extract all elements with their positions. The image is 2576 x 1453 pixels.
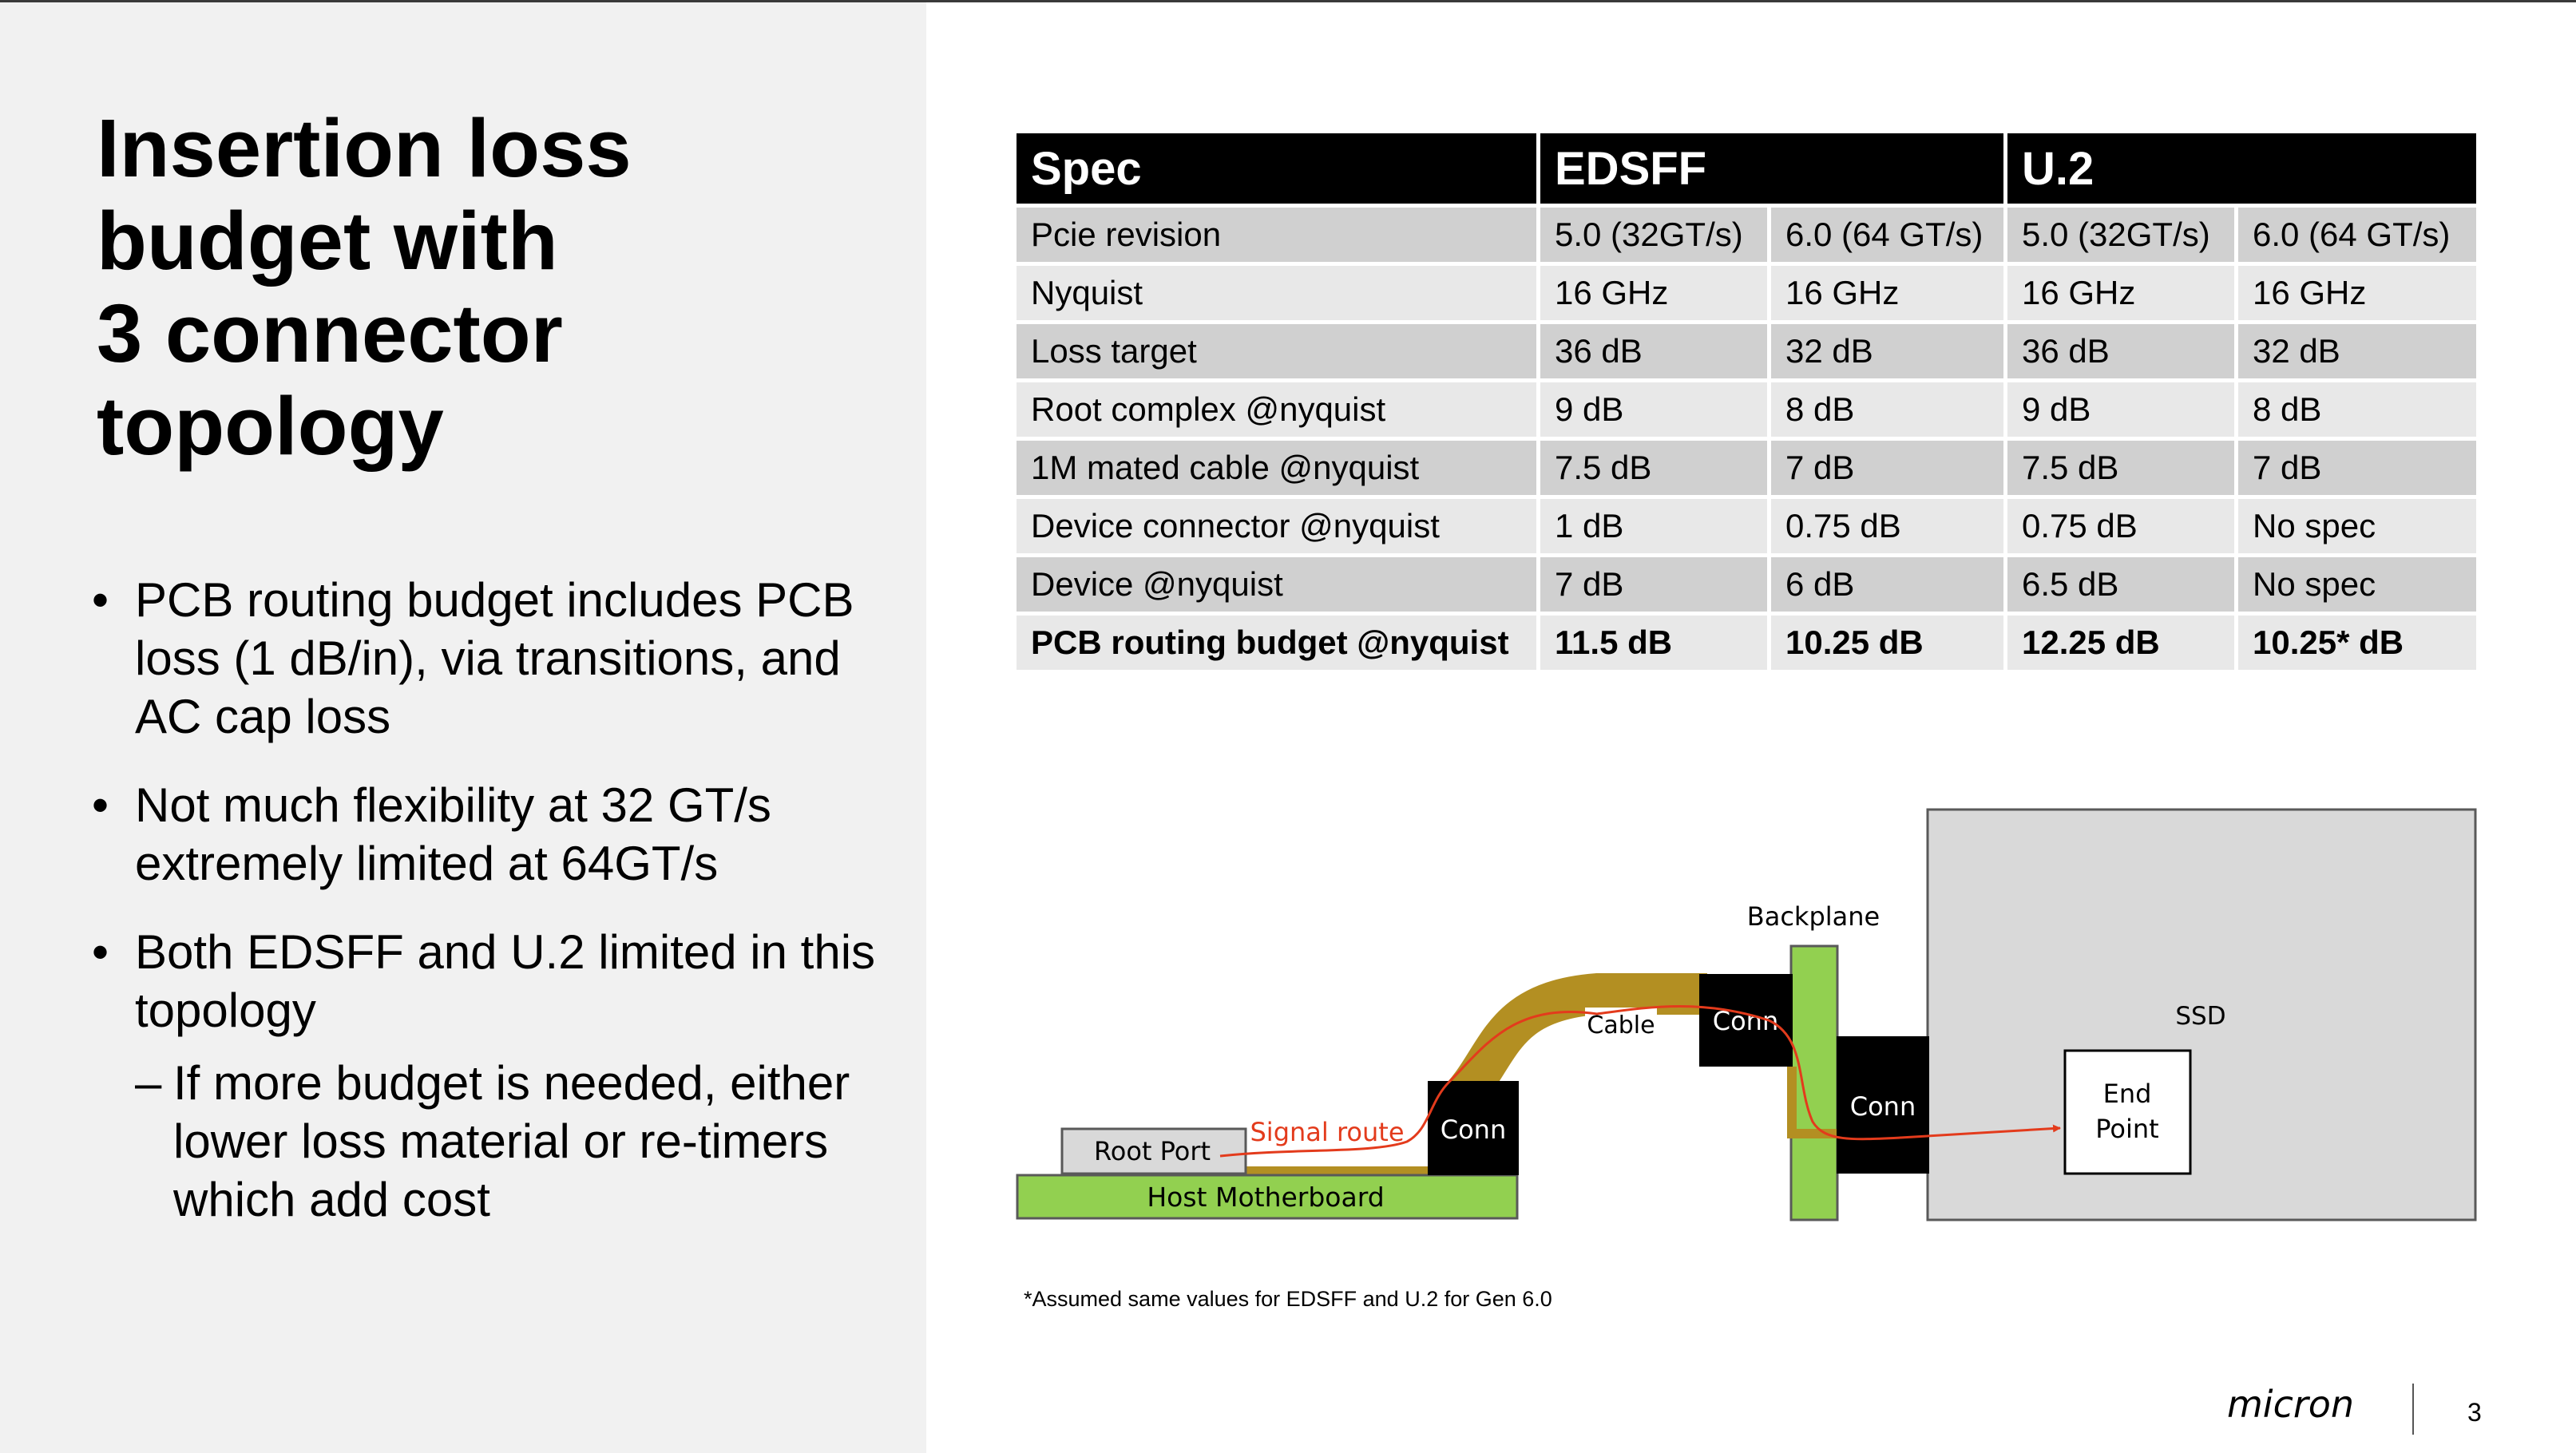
header-spec: Spec: [1017, 133, 1536, 204]
table-cell: 0.75 dB: [2007, 499, 2234, 553]
table-cell: Root complex @nyquist: [1017, 382, 1536, 437]
table-header-row: [1017, 133, 2476, 204]
table-cell: 8 dB: [2238, 382, 2476, 437]
table-cell: 10.25 dB: [1771, 616, 2003, 670]
table-cell: 16 GHz: [2007, 266, 2234, 320]
bullet-glyph: •: [92, 778, 109, 832]
table-cell: 36 dB: [2007, 324, 2234, 378]
table-cell: 10.25* dB: [2238, 616, 2476, 670]
table-cell: 5.0 (32GT/s): [2007, 208, 2234, 262]
table-row: [1017, 499, 2476, 553]
sub-bullet-item: [92, 1054, 906, 1229]
host-motherboard-label: Host Motherboard: [1147, 1182, 1385, 1213]
table-cell: 9 dB: [1540, 382, 1767, 437]
table-cell: 7 dB: [1771, 441, 2003, 495]
header-edsff: EDSFF: [1540, 133, 2003, 204]
topology-diagram: [1006, 798, 2491, 1245]
backplane-board: [1791, 946, 1837, 1220]
table-cell: 0.75 dB: [1771, 499, 2003, 553]
end-point-box: [2065, 1051, 2190, 1174]
table-cell: 16 GHz: [1771, 266, 2003, 320]
table-cell: 8 dB: [1771, 382, 2003, 437]
table-row: [1017, 441, 2476, 495]
table-cell: 7 dB: [1540, 557, 1767, 612]
table-cell: Device @nyquist: [1017, 557, 1536, 612]
table-row: [1017, 208, 2476, 262]
bullet-glyph: •: [92, 573, 109, 627]
dash-glyph: –: [135, 1056, 162, 1110]
table-cell: 1M mated cable @nyquist: [1017, 441, 1536, 495]
table-cell: 16 GHz: [1540, 266, 1767, 320]
page-number: 3: [2467, 1398, 2482, 1427]
table-row: [1017, 557, 2476, 612]
backplane-ssd-connector-label: Conn: [1849, 1091, 1916, 1122]
table-cell: 1 dB: [1540, 499, 1767, 553]
header-u2: U.2: [2007, 133, 2476, 204]
bullet-list: [92, 571, 906, 1229]
table-cell: 9 dB: [2007, 382, 2234, 437]
table-cell: PCB routing budget @nyquist: [1017, 616, 1536, 670]
table-cell: 7.5 dB: [1540, 441, 1767, 495]
bullet-text: PCB routing budget includes PCB loss (1 dB/in), via transitions, and AC cap loss: [135, 573, 854, 743]
table-cell: 32 dB: [2238, 324, 2476, 378]
backplane-label: Backplane: [1746, 901, 1880, 932]
bullet-text: Not much flexibility at 32 GT/s extremely limited at 64GT/s: [135, 778, 771, 890]
ssd-label: SSD: [2175, 1002, 2226, 1031]
host-connector-label: Conn: [1440, 1114, 1507, 1145]
table-cell: Nyquist: [1017, 266, 1536, 320]
end-point-label-line2: Point: [2095, 1114, 2159, 1144]
bullet-glyph: •: [92, 925, 109, 979]
slide-title: Insertion loss budget with 3 connector topology: [97, 102, 632, 472]
table-cell: 6.0 (64 GT/s): [2238, 208, 2476, 262]
table-row: [1017, 324, 2476, 378]
micron-logo-text: micron: [2227, 1383, 2355, 1426]
table-cell: Device connector @nyquist: [1017, 499, 1536, 553]
bullet-text: Both EDSFF and U.2 limited in this topology: [135, 925, 876, 1037]
table-cell: Loss target: [1017, 324, 1536, 378]
footnote: *Assumed same values for EDSFF and U.2 for Gen 6.0: [1024, 1287, 1552, 1311]
table-cell: Pcie revision: [1017, 208, 1536, 262]
table-cell: 36 dB: [1540, 324, 1767, 378]
micron-logo: [2224, 1381, 2376, 1429]
cable-label: Cable: [1587, 1012, 1655, 1039]
table-cell: 7 dB: [2238, 441, 2476, 495]
bullet-item: [92, 776, 906, 893]
table-cell: 7.5 dB: [2007, 441, 2234, 495]
table-cell: 16 GHz: [2238, 266, 2476, 320]
bullet-item: [92, 571, 906, 746]
table-cell: No spec: [2238, 499, 2476, 553]
table-cell: 32 dB: [1771, 324, 2003, 378]
table-row-total: [1017, 616, 2476, 670]
table-cell: 6.0 (64 GT/s): [1771, 208, 2003, 262]
bullet-item: [92, 923, 906, 1039]
table-row: [1017, 266, 2476, 320]
table-cell: 12.25 dB: [2007, 616, 2234, 670]
table-cell: 6.5 dB: [2007, 557, 2234, 612]
backplane-cable-connector-label: Conn: [1712, 1006, 1779, 1036]
root-port-label: Root Port: [1093, 1136, 1211, 1166]
table-cell: 6 dB: [1771, 557, 2003, 612]
sub-bullet-text: If more budget is needed, either lower loss material or re-timers which add cost: [173, 1056, 850, 1226]
table-cell: 5.0 (32GT/s): [1540, 208, 1767, 262]
end-point-label-line1: End: [2102, 1079, 2152, 1109]
footer-separator: [2412, 1384, 2414, 1435]
table-cell: 11.5 dB: [1540, 616, 1767, 670]
table-cell: No spec: [2238, 557, 2476, 612]
spec-table: [1013, 129, 2480, 674]
signal-route-label: Signal route: [1250, 1117, 1405, 1147]
table-row: [1017, 382, 2476, 437]
